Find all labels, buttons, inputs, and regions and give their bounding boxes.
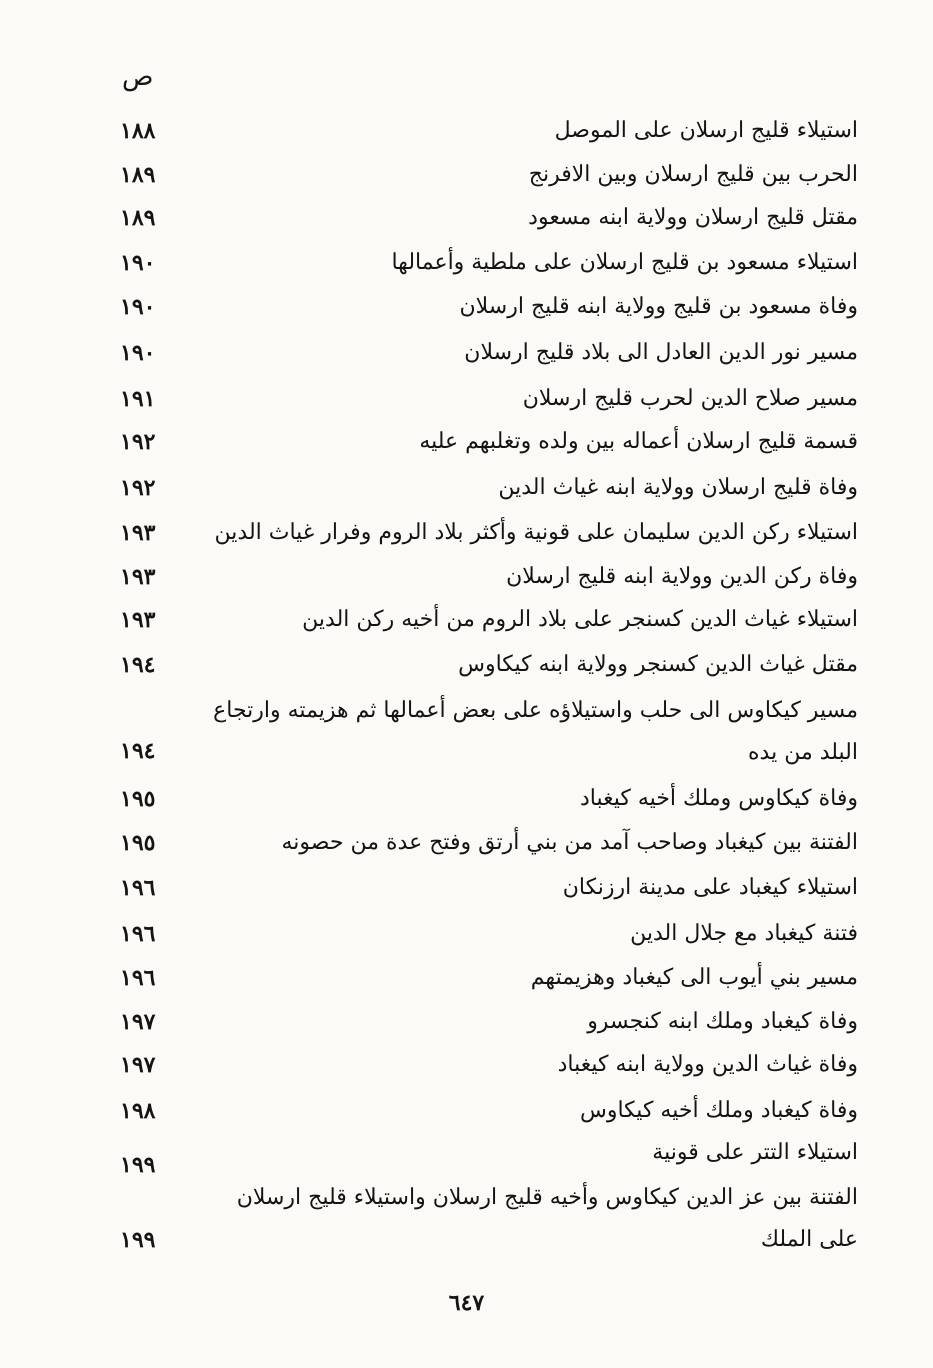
toc-entry-title: الفتنة بين كيغباد وصاحب آمد من بني أرتق وفتح عدة من حصونه (281, 830, 858, 855)
toc-entry-page: ١٨٨ (120, 118, 156, 144)
toc-entry-page: ١٩٢ (120, 475, 156, 501)
toc-entry-title: مسير نور الدين العادل الى بلاد قليج ارسلان (464, 340, 858, 365)
page-number: ٦٤٧ (448, 1290, 485, 1316)
toc-entry-page: ١٩٦ (120, 921, 156, 947)
toc-entry-title: استيلاء غياث الدين كسنجر على بلاد الروم من أخيه ركن الدين (302, 607, 858, 632)
toc-entry-title: قسمة قليج ارسلان أعماله بين ولده وتغلبهم عليه (419, 429, 858, 454)
toc-entry-page: ١٩٥ (120, 786, 156, 812)
toc-entry-page: ١٩٧ (120, 1052, 156, 1078)
toc-entry-title: وفاة غياث الدين وولاية ابنه كيغباد (557, 1052, 858, 1077)
toc-entry-title: الفتنة بين عز الدين كيكاوس وأخيه قليج ارسلان واستيلاء قليج ارسلان على الملك (236, 1185, 858, 1252)
toc-entry-title: وفاة قليج ارسلان وولاية ابنه غياث الدين (498, 475, 858, 500)
toc-entry-title: مقتل قليج ارسلان وولاية ابنه مسعود (528, 205, 858, 230)
toc-entry-page: ١٩٦ (120, 875, 156, 901)
toc-entry-page: ١٩٧ (120, 1009, 156, 1035)
toc-entry-page: ١٩٠ (120, 340, 156, 366)
toc-entry-page: ١٩٤ (120, 652, 156, 678)
toc-entry-page: ١٩٣ (120, 607, 156, 633)
toc-entry-page: ١٩٩ (120, 1227, 156, 1253)
toc-entry-title: مسير بني أيوب الى كيغباد وهزيمتهم (530, 965, 858, 990)
toc-entry-page: ١٨٩ (120, 162, 156, 188)
toc-entry-title: وفاة كيكاوس وملك أخيه كيغباد (579, 786, 858, 811)
toc-entry-title: استيلاء مسعود بن قليج ارسلان على ملطية وأعمالها (391, 250, 858, 275)
toc-entry-title: وفاة كيغباد وملك أخيه كيكاوس (579, 1098, 858, 1123)
toc-entry-page: ١٩٤ (120, 738, 156, 764)
toc-entry-title: مسير كيكاوس الى حلب واستيلاؤه على بعض أعمالها ثم هزيمته وارتجاع البلد من يده (213, 698, 858, 765)
toc-entry-page: ١٩٣ (120, 520, 156, 546)
toc-entry-page: ١٩٩ (120, 1152, 156, 1178)
toc-entry-title: وفاة مسعود بن قليج وولاية ابنه قليج ارسلان (459, 294, 858, 319)
toc-entry-page: ١٩٣ (120, 564, 156, 590)
toc-entry-title: الحرب بين قليج ارسلان وبين الافرنج (528, 162, 858, 187)
toc-entry-page: ١٩٥ (120, 830, 156, 856)
toc-entry-title: استيلاء التتر على قونية (652, 1140, 858, 1165)
toc-entry-title: فتنة كيغباد مع جلال الدين (630, 921, 858, 946)
page-column-label: ص (122, 62, 154, 92)
toc-entry-page: ١٩٨ (120, 1098, 156, 1124)
toc-entry-title: مقتل غياث الدين كسنجر وولاية ابنه كيكاوس (458, 652, 858, 677)
toc-entry-title: استيلاء قليج ارسلان على الموصل (554, 118, 858, 143)
toc-entry-title: استيلاء ركن الدين سليمان على قونية وأكثر بلاد الروم وفرار غياث الدين (214, 520, 858, 545)
toc-entry-title: وفاة كيغباد وملك ابنه كنجسرو (587, 1009, 858, 1034)
toc-entry-page: ١٩٠ (120, 250, 156, 276)
toc-entry-page: ١٨٩ (120, 205, 156, 231)
toc-entry-title: وفاة ركن الدين وولاية ابنه قليج ارسلان (506, 564, 858, 589)
toc-entry-page: ١٩١ (120, 386, 156, 412)
toc-entry-title: استيلاء كيغباد على مدينة ارزنكان (562, 875, 858, 900)
toc-entry-page: ١٩٠ (120, 294, 156, 320)
toc-entry-page: ١٩٦ (120, 965, 156, 991)
toc-entry-title: مسير صلاح الدين لحرب قليج ارسلان (522, 386, 858, 411)
toc-entry-page: ١٩٢ (120, 429, 156, 455)
